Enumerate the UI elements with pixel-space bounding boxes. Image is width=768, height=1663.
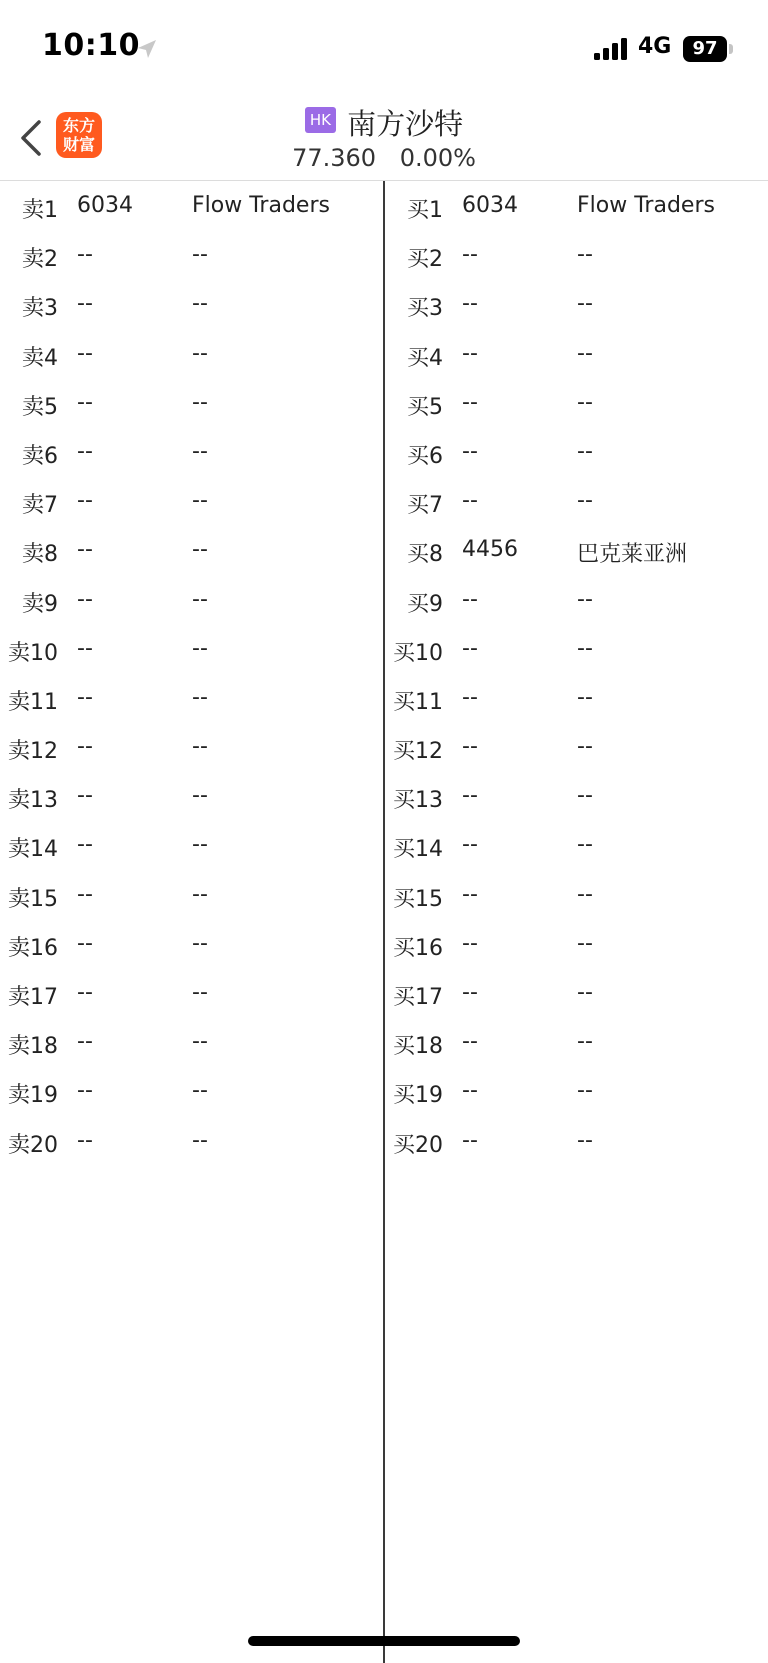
bid-level-label: 买15 xyxy=(393,886,443,912)
bid-broker-code: -- xyxy=(462,438,478,464)
stock-price: 77.360 xyxy=(292,144,377,172)
ask-broker-code: -- xyxy=(77,242,93,268)
ask-level-label: 卖19 xyxy=(8,1083,58,1109)
broker-queue xyxy=(0,181,768,1663)
bid-queue-row[interactable] xyxy=(385,624,768,673)
ask-queue-row[interactable] xyxy=(0,525,383,574)
bid-queue-row[interactable] xyxy=(385,919,768,968)
bid-queue-row[interactable] xyxy=(385,1066,768,1115)
bid-queue-row[interactable] xyxy=(385,427,768,476)
ask-broker-code: -- xyxy=(77,586,93,612)
bid-level-label: 买10 xyxy=(393,640,443,666)
bid-queue-row[interactable] xyxy=(385,575,768,624)
bid-broker-name: -- xyxy=(577,1127,593,1153)
ask-level-label: 卖14 xyxy=(8,837,58,863)
ask-broker-code: -- xyxy=(77,930,93,956)
ask-broker-name: -- xyxy=(192,684,208,710)
ask-broker-name: -- xyxy=(192,586,208,612)
bid-broker-name: -- xyxy=(577,1029,593,1055)
ask-level-label: 卖7 xyxy=(22,493,58,519)
bid-level-label: 买14 xyxy=(393,837,443,863)
bid-queue-row[interactable] xyxy=(385,476,768,525)
bid-broker-name: Flow Traders xyxy=(577,193,715,218)
bid-level-label: 买4 xyxy=(407,345,443,371)
bid-broker-name: -- xyxy=(577,488,593,514)
market-badge: HK xyxy=(305,107,336,133)
network-type-label: 4G xyxy=(638,34,672,59)
ask-queue-column xyxy=(0,181,383,1165)
ask-broker-name: -- xyxy=(192,291,208,317)
ask-queue-row[interactable] xyxy=(0,722,383,771)
ask-queue-row[interactable] xyxy=(0,427,383,476)
ask-level-label: 卖2 xyxy=(22,247,58,273)
bid-queue-column xyxy=(385,181,768,1165)
bid-level-label: 买7 xyxy=(407,493,443,519)
ask-queue-row[interactable] xyxy=(0,968,383,1017)
ask-level-label: 卖13 xyxy=(8,788,58,814)
ask-broker-name: -- xyxy=(192,635,208,661)
ask-broker-code: -- xyxy=(77,340,93,366)
bid-broker-code: -- xyxy=(462,881,478,907)
bid-broker-name: -- xyxy=(577,635,593,661)
status-time: 10:10 xyxy=(42,28,140,63)
bid-broker-code: 6034 xyxy=(462,193,518,218)
bid-broker-name: -- xyxy=(577,930,593,956)
ask-queue-row[interactable] xyxy=(0,1066,383,1115)
ask-broker-name: -- xyxy=(192,930,208,956)
bid-broker-name: 巴克莱亚洲 xyxy=(577,542,688,568)
ask-broker-code: -- xyxy=(77,635,93,661)
bid-broker-name: -- xyxy=(577,389,593,415)
bid-queue-row[interactable] xyxy=(385,870,768,919)
ask-broker-code: -- xyxy=(77,537,93,563)
ask-broker-name: -- xyxy=(192,832,208,858)
ask-broker-code: -- xyxy=(77,438,93,464)
ask-queue-row[interactable] xyxy=(0,476,383,525)
bid-broker-name: -- xyxy=(577,684,593,710)
ask-level-label: 卖5 xyxy=(22,394,58,420)
bid-broker-name: -- xyxy=(577,1078,593,1104)
bid-broker-code: -- xyxy=(462,1029,478,1055)
bid-level-label: 买3 xyxy=(407,296,443,322)
bid-broker-name: -- xyxy=(577,881,593,907)
bid-broker-code: -- xyxy=(462,389,478,415)
ask-broker-name: -- xyxy=(192,734,208,760)
ask-level-label: 卖6 xyxy=(22,443,58,469)
bid-level-label: 买19 xyxy=(393,1083,443,1109)
ask-broker-name: -- xyxy=(192,1127,208,1153)
bid-level-label: 买1 xyxy=(407,198,443,223)
ask-broker-name: -- xyxy=(192,783,208,809)
ask-broker-code: -- xyxy=(77,1029,93,1055)
bid-broker-name: -- xyxy=(577,734,593,760)
bid-broker-name: -- xyxy=(577,340,593,366)
bid-queue-row[interactable] xyxy=(385,771,768,820)
bid-broker-code: -- xyxy=(462,734,478,760)
bid-queue-row[interactable] xyxy=(385,329,768,378)
bid-broker-code: -- xyxy=(462,1078,478,1104)
bid-queue-row[interactable] xyxy=(385,968,768,1017)
bid-queue-row[interactable] xyxy=(385,673,768,722)
bid-broker-code: -- xyxy=(462,832,478,858)
bid-queue-row[interactable] xyxy=(385,1116,768,1165)
ask-queue-row[interactable] xyxy=(0,279,383,328)
ask-queue-row[interactable] xyxy=(0,673,383,722)
bid-queue-row[interactable] xyxy=(385,181,768,230)
ask-broker-name: -- xyxy=(192,340,208,366)
ask-broker-code: -- xyxy=(77,488,93,514)
bid-level-label: 买2 xyxy=(407,247,443,273)
stock-change-percent: 0.00% xyxy=(399,144,476,172)
ask-broker-code: -- xyxy=(77,684,93,710)
ask-queue-row[interactable] xyxy=(0,820,383,869)
stock-name: 南方沙特 xyxy=(347,107,464,141)
bid-broker-code: -- xyxy=(462,635,478,661)
ask-level-label: 卖3 xyxy=(22,296,58,322)
bid-level-label: 买6 xyxy=(407,443,443,469)
bid-queue-row[interactable] xyxy=(385,378,768,427)
ask-queue-row[interactable] xyxy=(0,771,383,820)
ask-level-label: 卖18 xyxy=(8,1034,58,1060)
bid-broker-code: -- xyxy=(462,340,478,366)
bid-queue-row[interactable] xyxy=(385,722,768,771)
ask-broker-code: -- xyxy=(77,881,93,907)
ask-queue-row[interactable] xyxy=(0,624,383,673)
bid-level-label: 买12 xyxy=(393,739,443,765)
ask-broker-code: -- xyxy=(77,1078,93,1104)
quote-row xyxy=(0,144,768,172)
ask-queue-row[interactable] xyxy=(0,870,383,919)
ask-broker-code: -- xyxy=(77,734,93,760)
ask-level-label: 卖4 xyxy=(22,345,58,371)
ask-queue-row[interactable] xyxy=(0,919,383,968)
status-bar xyxy=(0,0,768,96)
bid-queue-row[interactable] xyxy=(385,525,768,574)
bid-level-label: 买11 xyxy=(393,689,443,715)
ask-broker-name: -- xyxy=(192,980,208,1005)
ask-level-label: 卖12 xyxy=(8,739,58,765)
bid-queue-row[interactable] xyxy=(385,820,768,869)
ask-broker-name: -- xyxy=(192,438,208,464)
bid-queue-row[interactable] xyxy=(385,1017,768,1066)
bid-broker-name: -- xyxy=(577,438,593,464)
bid-broker-code: -- xyxy=(462,488,478,514)
bid-queue-row[interactable] xyxy=(385,230,768,279)
ask-broker-code: -- xyxy=(77,980,93,1005)
bid-broker-name: -- xyxy=(577,783,593,809)
bid-broker-code: -- xyxy=(462,291,478,317)
ask-broker-code: -- xyxy=(77,291,93,317)
ask-queue-row[interactable] xyxy=(0,230,383,279)
app-logo-line2: 财富 xyxy=(62,135,95,154)
stock-header xyxy=(0,96,768,181)
ask-queue-row[interactable] xyxy=(0,378,383,427)
ask-broker-code: -- xyxy=(77,783,93,809)
ask-level-label: 卖8 xyxy=(22,542,58,568)
bid-broker-name: -- xyxy=(577,242,593,268)
ask-broker-name: -- xyxy=(192,1078,208,1104)
bid-broker-code: -- xyxy=(462,980,478,1005)
ask-broker-name: -- xyxy=(192,537,208,563)
ask-queue-row[interactable] xyxy=(0,1116,383,1165)
ask-level-label: 卖10 xyxy=(8,640,58,666)
app-logo-line1: 东方 xyxy=(62,116,95,135)
bid-broker-code: 4456 xyxy=(462,537,518,563)
ask-level-label: 卖9 xyxy=(22,591,58,617)
bid-level-label: 买20 xyxy=(393,1132,443,1158)
ask-level-label: 卖17 xyxy=(8,985,58,1010)
bid-level-label: 买18 xyxy=(393,1034,443,1060)
bid-level-label: 买13 xyxy=(393,788,443,814)
bid-broker-code: -- xyxy=(462,586,478,612)
bid-level-label: 买9 xyxy=(407,591,443,617)
bid-queue-row[interactable] xyxy=(385,279,768,328)
ask-broker-name: -- xyxy=(192,881,208,907)
ask-level-label: 卖16 xyxy=(8,935,58,961)
ask-level-label: 卖20 xyxy=(8,1132,58,1158)
bid-level-label: 买17 xyxy=(393,985,443,1010)
ask-queue-row[interactable] xyxy=(0,329,383,378)
bid-level-label: 买8 xyxy=(407,542,443,568)
stock-title xyxy=(0,102,768,142)
home-indicator[interactable] xyxy=(248,1636,520,1646)
bid-broker-name: -- xyxy=(577,980,593,1005)
ask-broker-name: -- xyxy=(192,242,208,268)
bid-broker-code: -- xyxy=(462,684,478,710)
battery-level: 97 xyxy=(692,38,718,59)
ask-level-label: 卖1 xyxy=(22,198,58,223)
bid-broker-code: -- xyxy=(462,930,478,956)
ask-level-label: 卖11 xyxy=(8,689,58,715)
ask-broker-name: -- xyxy=(192,488,208,514)
bid-level-label: 买5 xyxy=(407,394,443,420)
bid-level-label: 买16 xyxy=(393,935,443,961)
ask-broker-name: Flow Traders xyxy=(192,193,330,218)
bid-broker-name: -- xyxy=(577,832,593,858)
bid-broker-code: -- xyxy=(462,242,478,268)
ask-queue-row[interactable] xyxy=(0,575,383,624)
ask-broker-code: -- xyxy=(77,1127,93,1153)
ask-broker-code: -- xyxy=(77,389,93,415)
bid-broker-code: -- xyxy=(462,783,478,809)
cellular-signal-icon xyxy=(594,38,628,60)
bid-broker-name: -- xyxy=(577,586,593,612)
bid-broker-name: -- xyxy=(577,291,593,317)
ask-broker-name: -- xyxy=(192,389,208,415)
battery-icon xyxy=(683,36,733,62)
battery-tip xyxy=(729,44,733,54)
ask-level-label: 卖15 xyxy=(8,886,58,912)
ask-queue-row[interactable] xyxy=(0,1017,383,1066)
ask-broker-code: -- xyxy=(77,832,93,858)
location-arrow-icon xyxy=(136,38,158,60)
ask-broker-name: -- xyxy=(192,1029,208,1055)
ask-queue-row[interactable] xyxy=(0,181,383,230)
bid-broker-code: -- xyxy=(462,1127,478,1153)
ask-broker-code: 6034 xyxy=(77,193,133,218)
